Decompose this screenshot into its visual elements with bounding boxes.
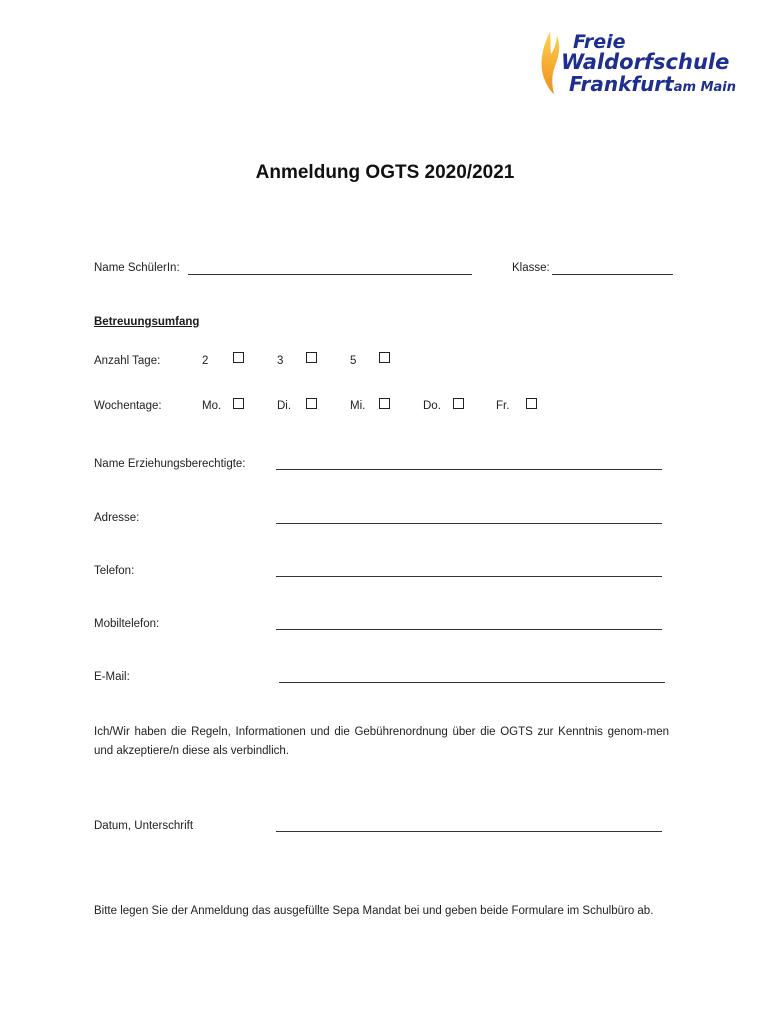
days-count-label: Anzahl Tage: xyxy=(94,355,161,367)
weekday-option-label: Mo. xyxy=(202,400,222,412)
phone-label: Telefon: xyxy=(94,565,135,577)
weekday-mo-checkbox[interactable] xyxy=(233,398,244,409)
signature-label: Datum, Unterschrift xyxy=(94,820,194,832)
days-count-option-label: 3 xyxy=(277,355,284,367)
declaration-text: Ich/Wir haben die Regeln, Informationen und die Gebührenordnung über die OGTS zur Kenntnis genom-men und akzeptiere/n diese als verbindlich. xyxy=(94,726,669,757)
logo-text-freie: Freie xyxy=(573,31,626,53)
days-count-2-checkbox[interactable] xyxy=(233,352,244,363)
address-field[interactable] xyxy=(276,523,662,524)
mobile-label: Mobiltelefon: xyxy=(94,618,160,630)
weekday-do-checkbox[interactable] xyxy=(453,398,464,409)
student-name-field[interactable] xyxy=(188,274,472,275)
email-label: E-Mail: xyxy=(94,671,130,683)
care-section-heading: Betreuungsumfang xyxy=(94,316,200,328)
school-logo xyxy=(535,22,750,100)
weekdays-label: Wochentage: xyxy=(94,400,162,412)
address-label: Adresse: xyxy=(94,512,140,524)
days-count-5-checkbox[interactable] xyxy=(379,352,390,363)
mobile-field[interactable] xyxy=(276,629,662,630)
footer-note: Bitte legen Sie der Anmeldung das ausgefüllte Sepa Mandat bei und geben beide Formulare im Schulbüro ab. xyxy=(94,905,654,917)
guardian-name-field[interactable] xyxy=(276,469,662,470)
logo-text-am-main: am Main xyxy=(673,80,736,95)
class-label: Klasse: xyxy=(512,262,550,274)
weekday-option-label: Fr. xyxy=(496,400,510,412)
logo-text-waldorfschule: Waldorfschule xyxy=(561,50,730,74)
class-field[interactable] xyxy=(552,274,673,275)
days-count-option-label: 5 xyxy=(350,355,357,367)
weekday-option-label: Mi. xyxy=(350,400,366,412)
page-title: Anmeldung OGTS 2020/2021 xyxy=(255,162,515,183)
guardian-name-label: Name Erziehungsberechtigte: xyxy=(94,458,246,470)
weekday-option-label: Di. xyxy=(277,400,292,412)
logo-text-frankfurt: Frankfurtam Main xyxy=(569,72,736,96)
weekday-di-checkbox[interactable] xyxy=(306,398,317,409)
weekday-mi-checkbox[interactable] xyxy=(379,398,390,409)
signature-field[interactable] xyxy=(276,831,662,832)
email-field[interactable] xyxy=(279,682,665,683)
days-count-option-label: 2 xyxy=(202,355,209,367)
days-count-3-checkbox[interactable] xyxy=(306,352,317,363)
phone-field[interactable] xyxy=(276,576,662,577)
student-name-label: Name SchülerIn: xyxy=(94,262,180,274)
weekday-fr-checkbox[interactable] xyxy=(526,398,537,409)
weekday-option-label: Do. xyxy=(423,400,441,412)
